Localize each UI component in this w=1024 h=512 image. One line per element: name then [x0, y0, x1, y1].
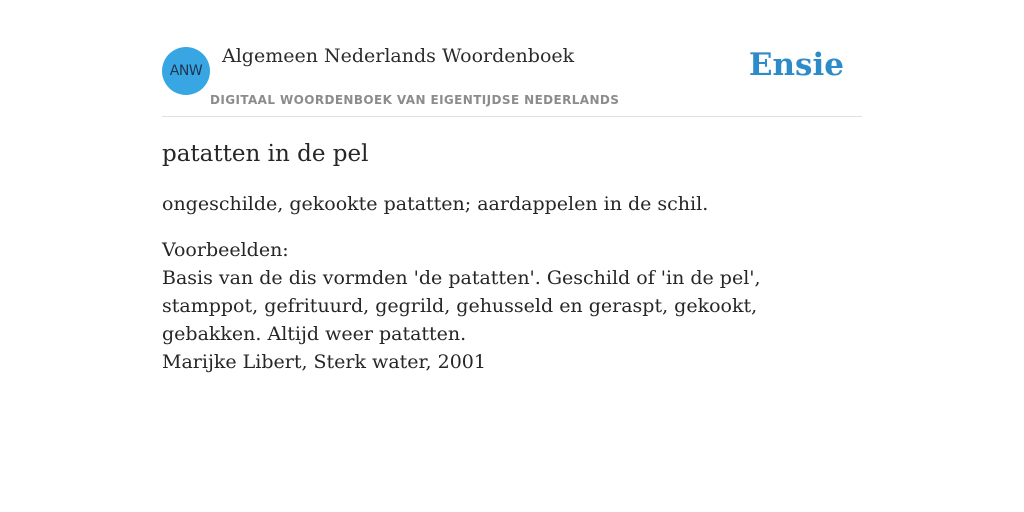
site-header	[162, 0, 862, 117]
examples-section	[162, 236, 822, 376]
entry-definition: ongeschilde, gekookte patatten; aardappelen in de schil.	[162, 193, 709, 215]
example-text: Basis van de dis vormden 'de patatten'. Geschild of 'in de pel', stamppot, gefrituurd, gegrild, gehusseld en geraspt, gekookt, gebakken. Altijd weer patatten.	[162, 267, 761, 345]
site-subtitle: DIGITAAL WOORDENBOEK VAN EIGENTIJDSE NEDERLANDS	[210, 93, 620, 107]
entry-content	[162, 138, 862, 376]
example-source: Marijke Libert, Sterk water, 2001	[162, 351, 486, 373]
examples-label: Voorbeelden:	[162, 239, 289, 261]
anw-logo-text: ANW	[169, 63, 203, 79]
site-title[interactable]: Algemeen Nederlands Woordenboek	[222, 45, 575, 67]
ensie-brand-logo[interactable]: Ensie	[748, 47, 844, 83]
entry-term: patatten in de pel	[162, 141, 369, 167]
anw-logo[interactable]	[162, 47, 210, 95]
